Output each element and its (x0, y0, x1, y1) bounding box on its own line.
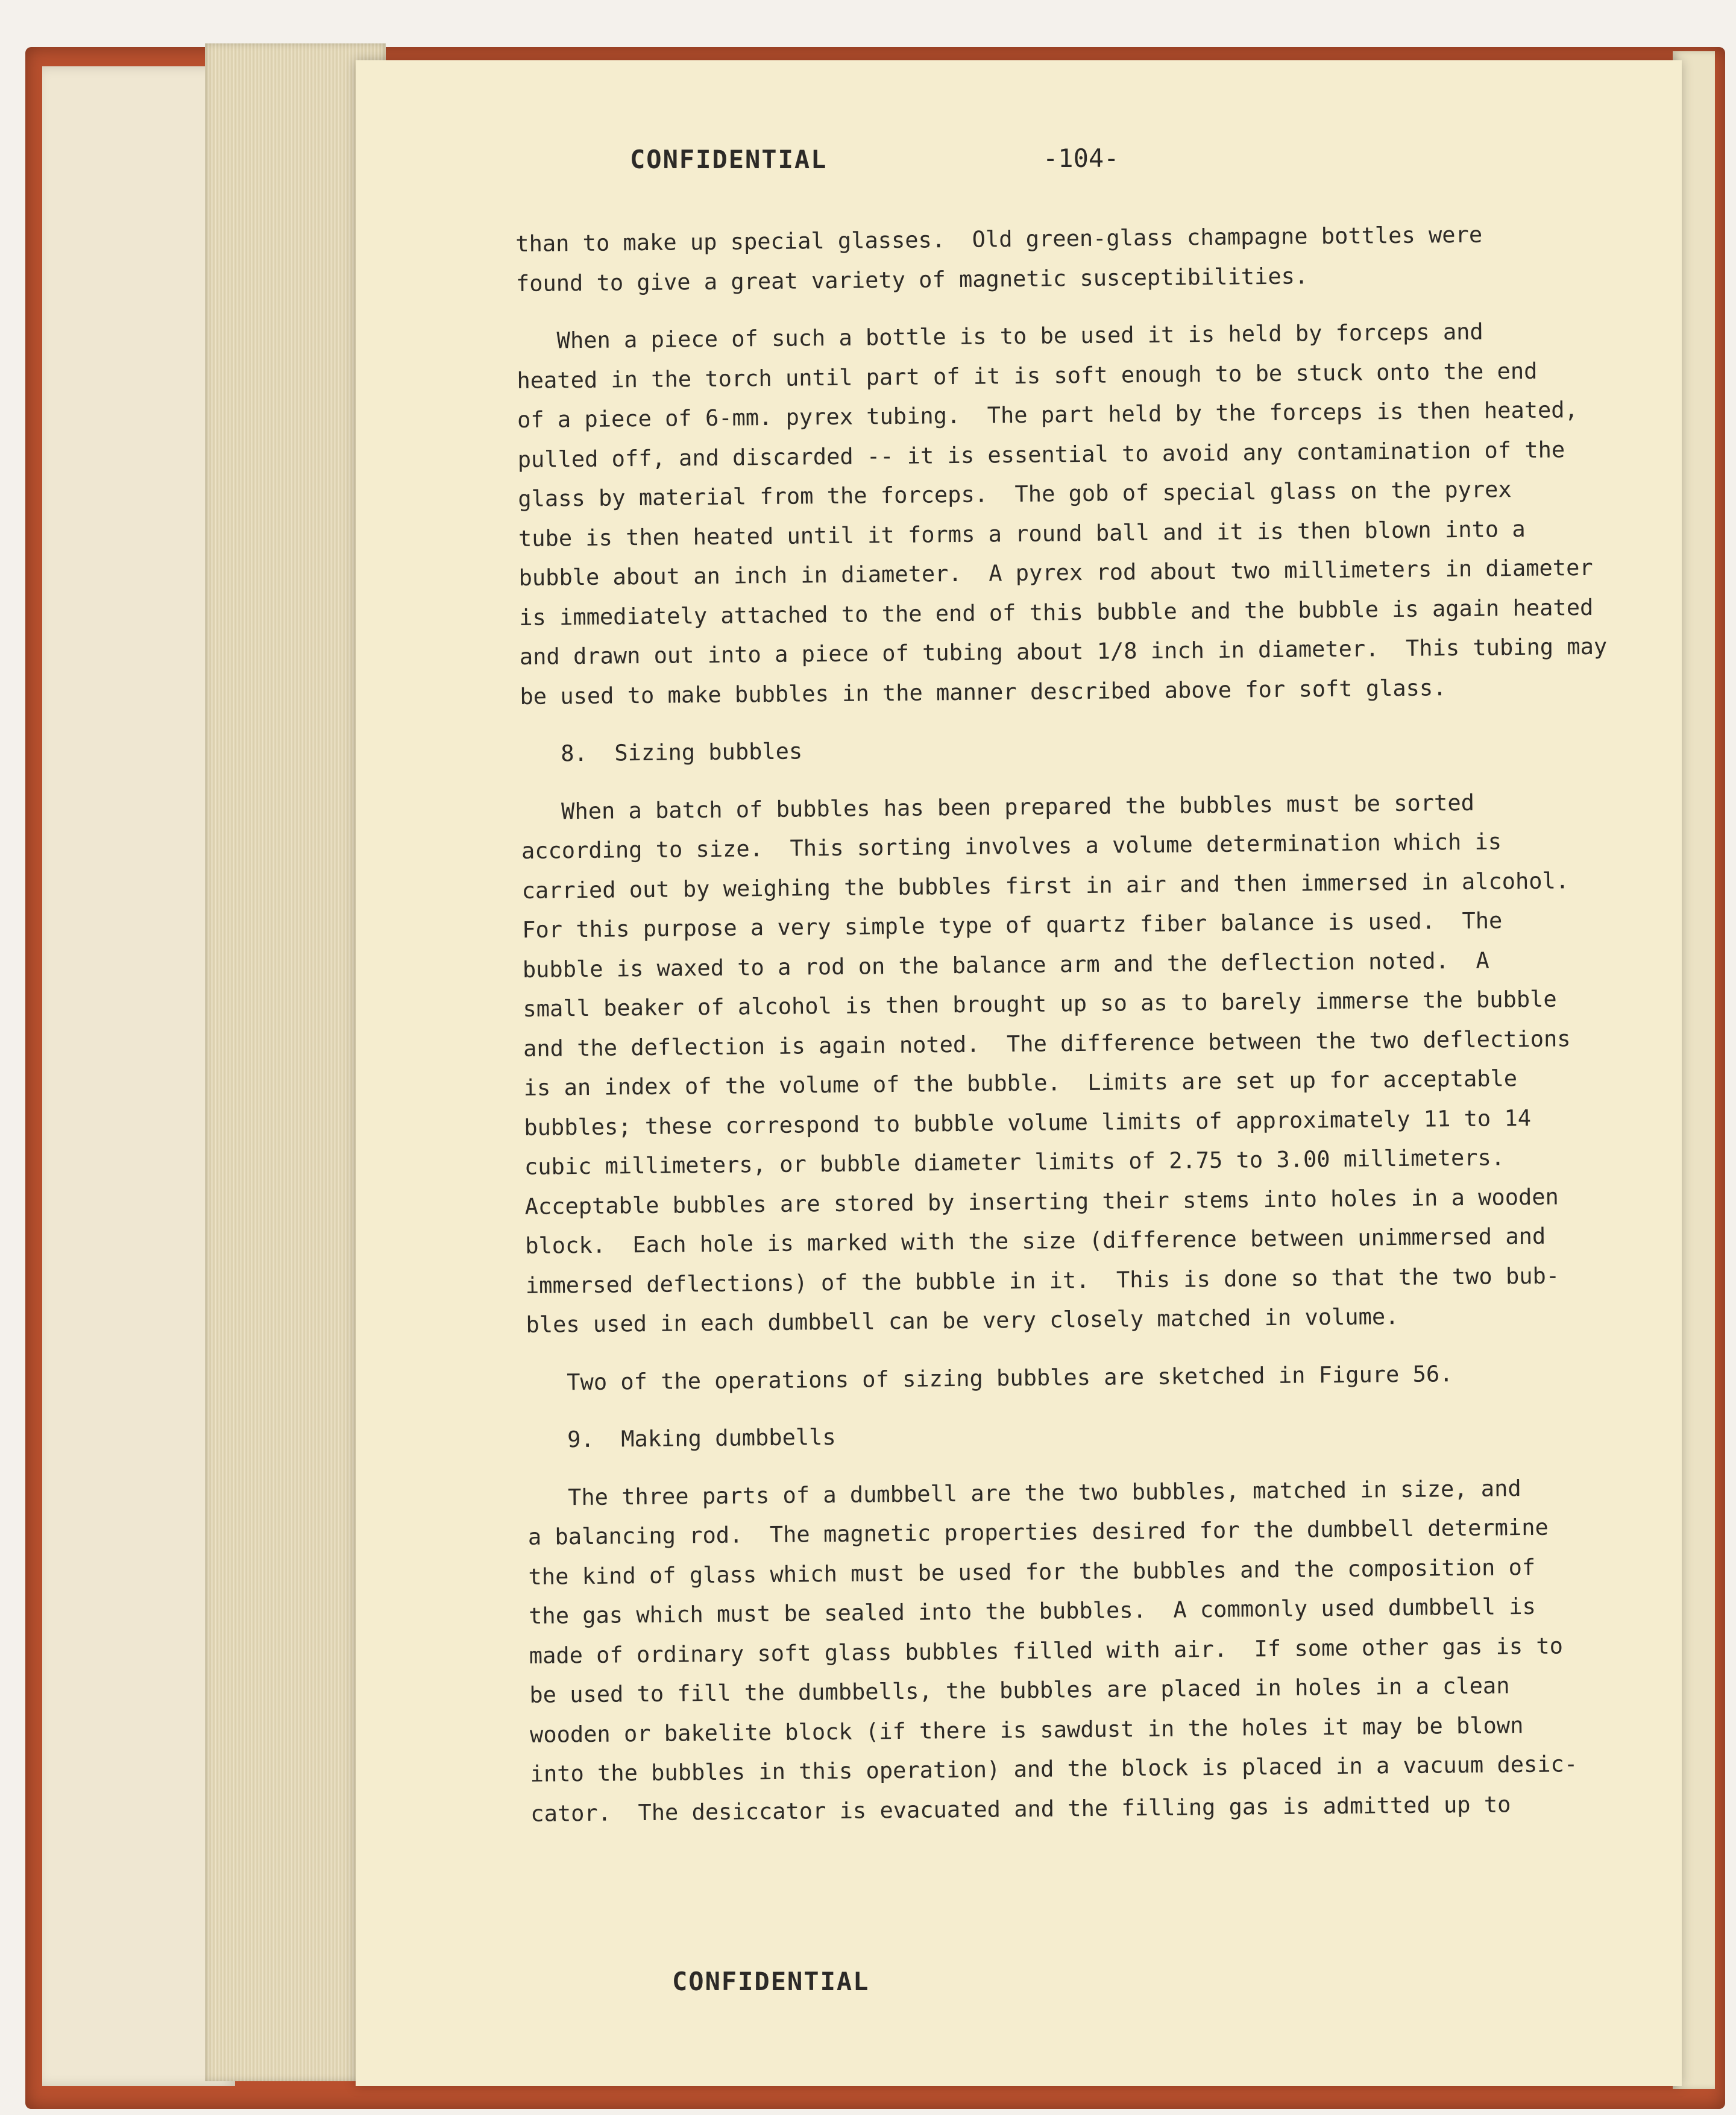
text-line: be used to fill the dumbbells, the bubbles are placed in holes in a clean (529, 1672, 1510, 1708)
text-line: 9. Making dumbbells (527, 1423, 836, 1453)
text-line: than to make up special glasses. Old green-glass champagne bottles were (515, 221, 1483, 257)
text-line: carried out by weighing the bubbles first in air and then immersed in alcohol. (521, 867, 1570, 904)
page-number: -104- (1043, 143, 1119, 173)
text-line: cator. The desiccator is evacuated and the filling gas is admitted up to (530, 1791, 1511, 1827)
text-line: is immediately attached to the end of this bubble and the bubble is again heated (519, 594, 1594, 631)
text-line: tube is then heated until it forms a round ball and it is then blown into a (518, 515, 1526, 552)
header-confidential: CONFIDENTIAL (630, 145, 828, 174)
text-line: bubble is waxed to a rod on the balance arm and the deflection noted. A (522, 947, 1489, 983)
paragraph-2 (517, 310, 1690, 716)
text-line: Acceptable bubbles are stored by inserting their stems into holes in a wooden (524, 1183, 1559, 1220)
text-line: wooden or bakelite block (if there is sawdust in the holes it may be blown (529, 1712, 1524, 1748)
footer-confidential: CONFIDENTIAL (672, 1967, 870, 1996)
text-line: small beaker of alcohol is then brought up so as to barely immerse the bubble (523, 986, 1557, 1022)
body-text (515, 213, 1700, 1833)
text-line: heated in the torch until part of it is soft enough to be stuck onto the end (517, 358, 1538, 394)
text-line: bubble about an inch in diameter. A pyrex rod about two millimeters in diameter (518, 554, 1593, 591)
paragraph-5 (527, 1467, 1700, 1833)
text-line: bles used in each dumbbell can be very closely matched in volume. (526, 1303, 1399, 1338)
text-line: and the deflection is again noted. The difference between the two deflections (523, 1025, 1571, 1062)
text-line: the gas which must be sealed into the bubbles. A commonly used dumbbell is (528, 1593, 1536, 1629)
text-line: When a piece of such a bottle is to be used it is held by forceps and (516, 318, 1483, 354)
text-line: For this purpose a very simple type of quartz fiber balance is used. The (522, 907, 1503, 943)
text-line: be used to make bubbles in the manner described above for soft glass. (520, 674, 1447, 710)
paragraph-1 (515, 213, 1685, 303)
text-line: The three parts of a dumbbell are the two bubbles, matched in size, and (527, 1475, 1521, 1511)
text-line: When a batch of bubbles has been prepared the bubbles must be sorted (521, 789, 1475, 825)
text-line: block. Each hole is marked with the size (difference between unimmersed and (525, 1223, 1546, 1259)
text-line: cubic millimeters, or bubble diameter limits of 2.75 to 3.00 millimeters. (524, 1144, 1505, 1180)
text-line: Two of the operations of sizing bubbles are sketched in Figure 56. (526, 1360, 1453, 1396)
text-line: of a piece of 6-mm. pyrex tubing. The part held by the forceps is then heated, (517, 397, 1579, 433)
text-line: bubbles; these correspond to bubble volume limits of approximately 11 to 14 (524, 1105, 1532, 1141)
paragraph-3 (521, 781, 1696, 1345)
text-line: found to give a great variety of magnetic susceptibilities. (515, 262, 1309, 297)
text-line: is an index of the volume of the bubble. Limits are set up for acceptable (523, 1065, 1518, 1101)
text-line: glass by material from the forceps. The gob of special glass on the pyrex (518, 476, 1512, 512)
text-line: immersed deflections) of the bubble in it. This is done so that the two bub- (525, 1262, 1560, 1299)
text-line: a balancing rod. The magnetic properties desired for the dumbbell determine (527, 1514, 1549, 1550)
text-line: 8. Sizing bubbles (520, 738, 803, 767)
text-line: made of ordinary soft glass bubbles filled with air. If some other gas is to (529, 1632, 1564, 1669)
text-line: and drawn out into a piece of tubing about 1/8 inch in diameter. This tubing may (519, 633, 1608, 670)
text-line: into the bubbles in this operation) and the block is placed in a vacuum desic- (530, 1751, 1578, 1787)
text-line: the kind of glass which must be used for the bubbles and the composition of (528, 1554, 1536, 1590)
text-line: pulled off, and discarded -- it is essential to avoid any contamination of the (517, 436, 1565, 473)
text-line: according to size. This sorting involves a volume determination which is (521, 828, 1502, 864)
